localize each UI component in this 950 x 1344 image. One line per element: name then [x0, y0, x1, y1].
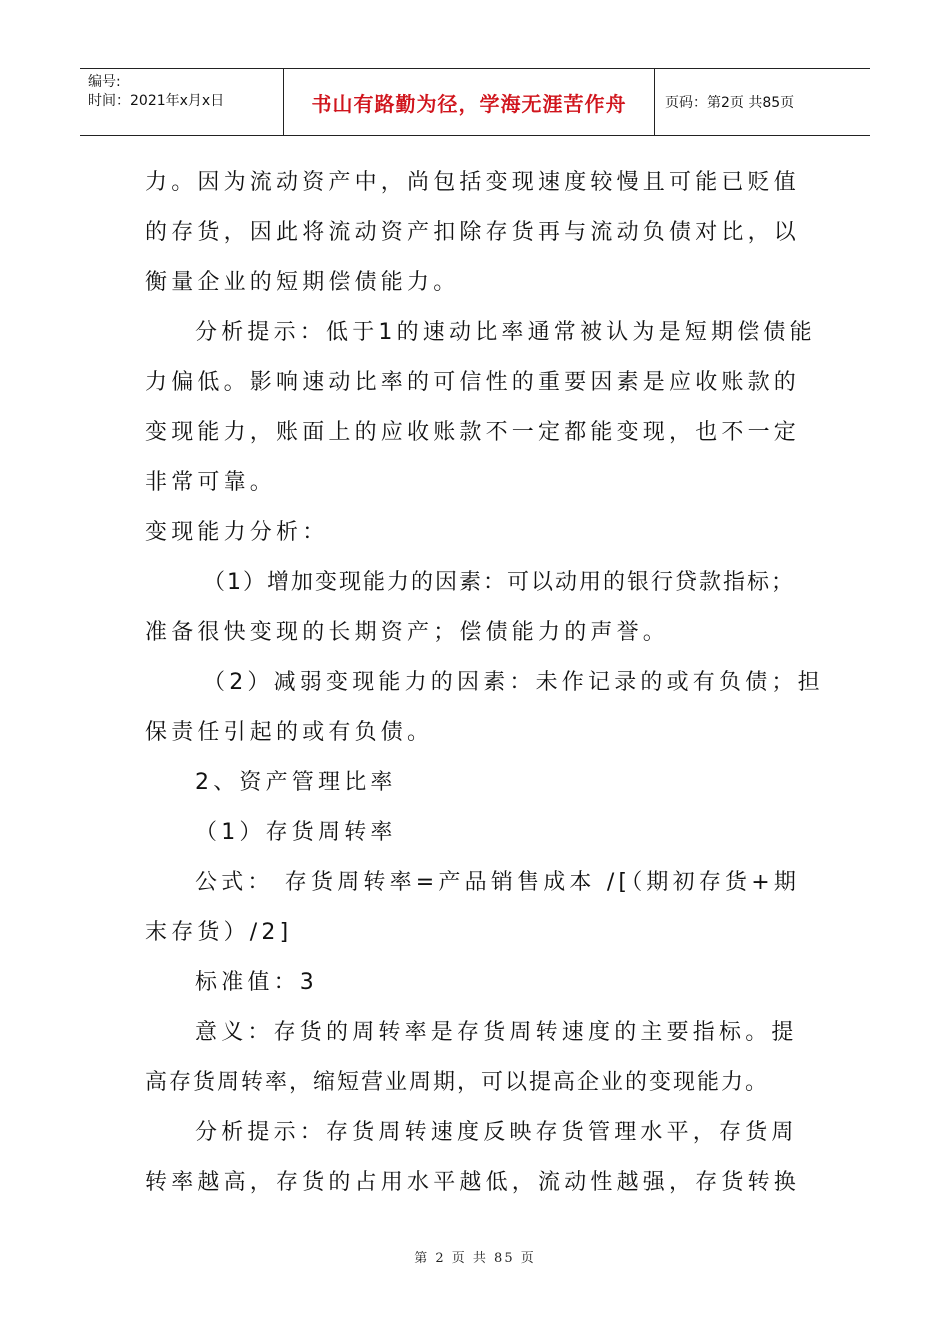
body-line: 标准值：3	[195, 970, 318, 995]
body-line: 变现能力分析：	[145, 520, 329, 545]
body-line: 非常可靠。	[145, 470, 277, 495]
body-line: 分析提示：存货周转速度反映存货管理水平，存货周	[195, 1120, 798, 1145]
body-line: 力。因为流动资产中，尚包括变现速度较慢且可能已贬值	[145, 170, 801, 195]
body-line: 意义：存货的周转率是存货周转速度的主要指标。提	[195, 1020, 798, 1045]
body-line: 转率越高，存货的占用水平越低，流动性越强，存货转换	[145, 1170, 801, 1195]
body-line: 衡量企业的短期偿债能力。	[145, 270, 460, 295]
body-line: 末存货）/2]	[145, 920, 293, 945]
header-motto: 书山有路勤为径，学海无涯苦作舟	[283, 69, 655, 135]
body-line: 2、资产管理比率	[195, 770, 397, 795]
body-line: 变现能力，账面上的应收账款不一定都能变现，也不一定	[145, 420, 801, 445]
header-page-info: 页码：第2页 共85页	[665, 95, 795, 111]
body-line: （1）增加变现能力的因素：可以动用的银行贷款指标；	[203, 570, 795, 595]
number-label: 编号:	[88, 74, 121, 90]
body-line: 分析提示：低于1的速动比率通常被认为是短期偿债能	[195, 320, 816, 345]
body-line: （2）减弱变现能力的因素：未作记录的或有负债；担	[203, 670, 824, 695]
body-line: 高存货周转率，缩短营业周期，可以提高企业的变现能力。	[145, 1070, 770, 1095]
header-meta	[80, 69, 283, 135]
body-line: 准备很快变现的长期资产；偿债能力的声誉。	[145, 620, 670, 645]
page-footer: 第 2 页 共 85 页	[414, 1251, 536, 1266]
time-label: 时间：2021年x月x日	[88, 93, 225, 109]
body-line: （1）存货周转率	[195, 820, 397, 845]
body-line: 公式： 存货周转率=产品销售成本 /[（期初存货+期	[195, 870, 801, 895]
document-body	[145, 158, 824, 1208]
document-header	[80, 68, 870, 136]
body-line: 力偏低。影响速动比率的可信性的重要因素是应收账款的	[145, 370, 801, 395]
body-line: 的存货，因此将流动资产扣除存货再与流动负债对比，以	[145, 220, 801, 245]
body-line: 保责任引起的或有负债。	[145, 720, 434, 745]
